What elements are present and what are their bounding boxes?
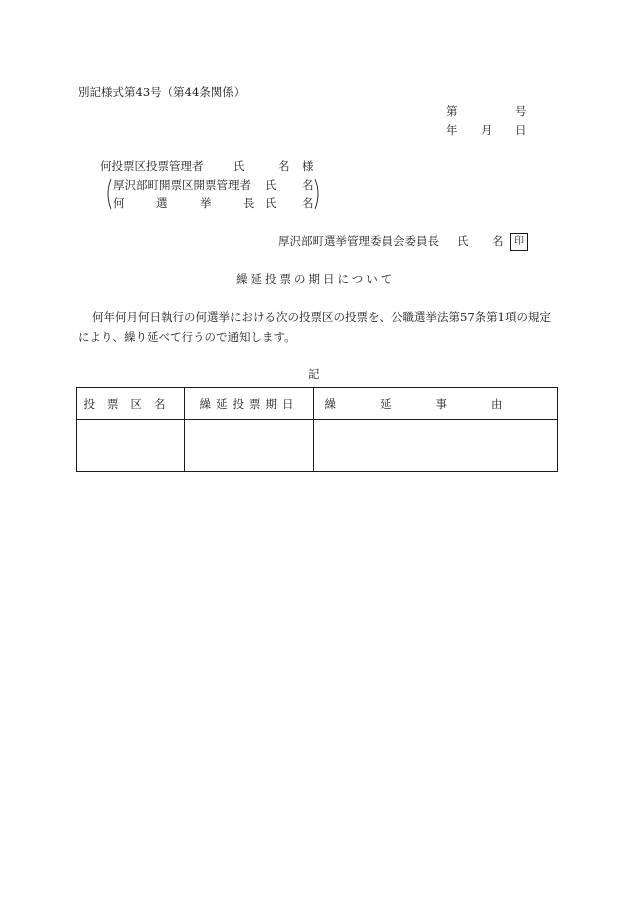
alternative-addressee-counting: 厚沢部町開票区開票管理者 <box>113 178 251 192</box>
cell-deferral-reason[interactable] <box>314 420 558 472</box>
addressee-surname: 氏 <box>233 159 245 173</box>
alternative-addressee-election-4: 長 <box>243 196 255 210</box>
seal-box: 印 <box>510 233 528 251</box>
date-day: 日 <box>515 123 527 137</box>
body-text-line-2: により、繰り延べて行うので通知します。 <box>78 330 296 344</box>
cell-deferred-date[interactable] <box>185 420 314 472</box>
alternative-addressee-election-1: 何 <box>113 196 125 210</box>
deferred-voting-table <box>76 387 558 472</box>
addressee-name: 名 <box>278 159 290 173</box>
addressee-honorific: 様 <box>302 159 314 173</box>
cell-district-name[interactable] <box>77 420 185 472</box>
doc-number-suffix: 号 <box>515 104 527 118</box>
alternative-addressee-election-3: 挙 <box>200 196 212 210</box>
addressee-title: 何投票区投票管理者 <box>100 159 204 173</box>
alternative-surname-2: 氏 <box>265 196 277 210</box>
body-text-line-1: 何年何月何日執行の何選挙における次の投票区の投票を、公職選挙法第57条第1項の規定 <box>92 310 551 324</box>
date-year: 年 <box>446 123 458 137</box>
table-header-row <box>77 388 558 420</box>
alternative-name-1: 名 <box>302 178 314 192</box>
date-month: 月 <box>481 123 493 137</box>
alternative-addressee-election-2: 選 <box>156 196 168 210</box>
document-subject: 繰延投票の期日について <box>236 272 396 286</box>
ki-heading: 記 <box>308 367 320 381</box>
doc-number-prefix: 第 <box>446 104 458 118</box>
sender-title: 厚沢部町選挙管理委員会委員長 <box>278 234 439 248</box>
header-deferred-date: 繰延投票期日 <box>185 388 314 420</box>
header-district-name: 投票区名 <box>77 388 185 420</box>
alternative-name-2: 名 <box>302 196 314 210</box>
alternative-surname-1: 氏 <box>265 178 277 192</box>
form-number: 別記様式第43号（第44条関係） <box>78 85 246 99</box>
sender-surname: 氏 <box>457 234 469 248</box>
sender-name: 名 <box>492 234 504 248</box>
table-row <box>77 420 558 472</box>
header-deferral-reason: 繰延事由 <box>314 388 558 420</box>
